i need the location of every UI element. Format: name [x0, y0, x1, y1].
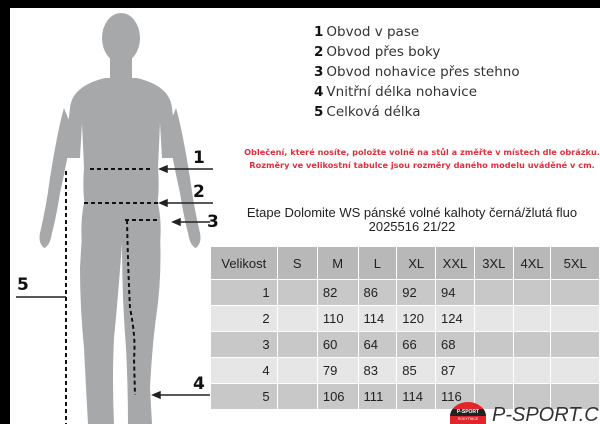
- body-silhouette-icon: [10, 8, 230, 424]
- table-row: 1 82 86 92 94: [211, 280, 600, 306]
- marker-2: 2: [193, 182, 205, 202]
- table-header-row: Velikost S M L XL XXL 3XL 4XL 5XL: [211, 247, 600, 280]
- product-title: Etape Dolomite WS pánské volné kalhoty černá/žlutá fluo 2025516 21/22: [246, 205, 578, 234]
- legend-item: 1 Obvod v pase: [314, 24, 420, 40]
- marker-4: 4: [193, 374, 205, 394]
- table-row: 3 60 64 66 68: [211, 332, 600, 358]
- size-chart-canvas: [10, 8, 600, 424]
- legend-item: 4 Vnitřní délka nohavice: [314, 84, 478, 100]
- measurement-legend: [314, 22, 520, 122]
- marker-5: 5: [17, 275, 29, 295]
- legend-item: 3 Obvod nohavice přes stehno: [314, 64, 520, 80]
- measurement-note: Oblečení, které nosíte, položte volně na stůl a změřte v místech dle obrázku. Rozměry ve velikostní tabulce jsou rozměry daného modelu uváděné v cm.: [244, 147, 600, 170]
- size-table: [210, 246, 600, 410]
- table-row: 2 110 114 120 124: [211, 306, 600, 332]
- logo-badge-icon: P-SPORT ROKYTNICE: [450, 402, 486, 424]
- legend-item: 5 Celková délka: [314, 104, 421, 120]
- table-row: 4 79 83 85 87: [211, 358, 600, 384]
- logo-text: P-SPORT.C: [492, 404, 599, 424]
- legend-item: 2 Obvod přes boky: [314, 44, 441, 60]
- marker-3: 3: [207, 212, 219, 232]
- table-row: 5 106 111 114 116: [211, 384, 600, 410]
- p-sport-logo[interactable]: [450, 402, 600, 424]
- marker-1: 1: [193, 148, 205, 168]
